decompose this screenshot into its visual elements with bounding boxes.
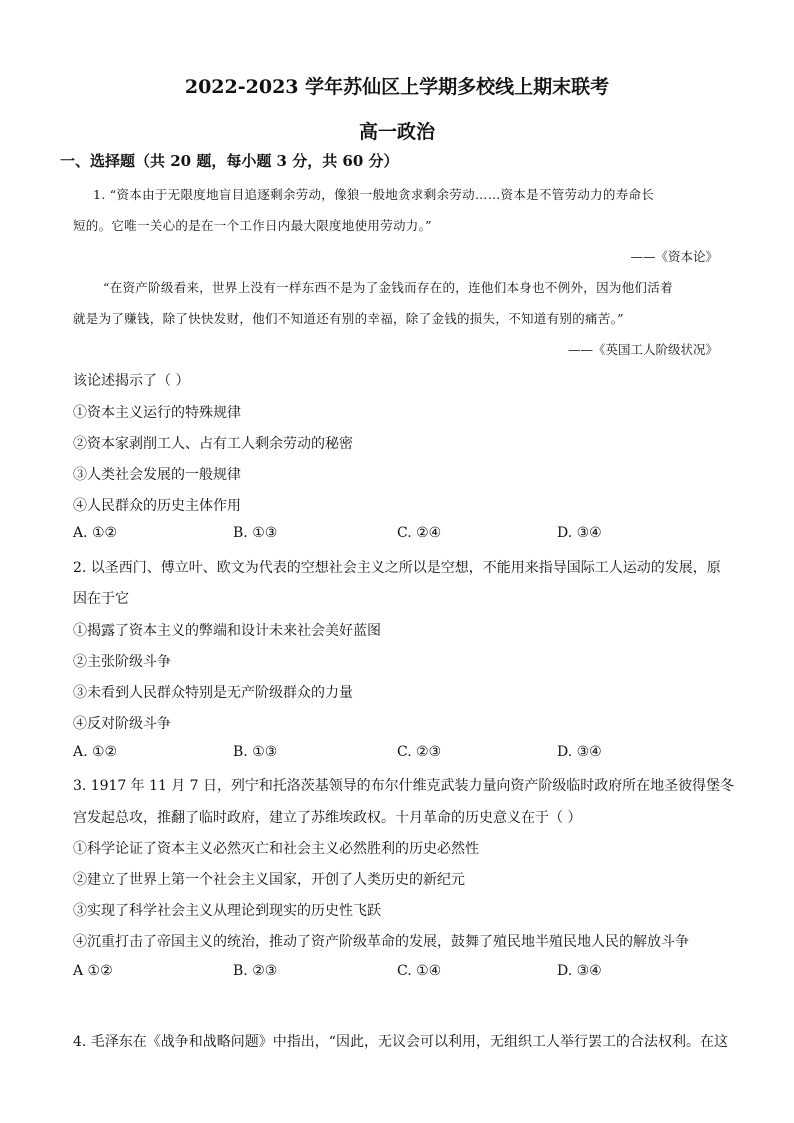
q1-quote2-line1: “在资产阶级看来，世界上没有一样东西不是为了金钱而存在的，连他们本身也不例外，因为他们活着 <box>103 280 673 295</box>
q1-quote2-line2: 就是为了赚钱，除了快快发财，他们不知道还有别的幸福，除了金钱的损失，不知道有别的痛苦。” <box>73 311 624 326</box>
q2-item-2: ②主张阶级斗争 <box>73 654 171 670</box>
q2-option-a[interactable]: A. ①② <box>73 744 118 760</box>
q2-item-4: ④反对阶级斗争 <box>73 716 171 732</box>
q2-item-1: ①揭露了资本主义的弊端和设计未来社会美好蓝图 <box>73 623 381 639</box>
subject-title: 高一政治 <box>358 121 435 143</box>
q1-option-d[interactable]: D. ③④ <box>557 525 602 541</box>
q2-option-b[interactable]: B. ①③ <box>233 744 278 760</box>
exam-title: 2022-2023 学年苏仙区上学期多校线上期末联考 <box>184 76 610 98</box>
q1-source1: ——《资本论》 <box>630 249 718 264</box>
q2-option-d[interactable]: D. ③④ <box>557 744 602 760</box>
q1-item-1: ①资本主义运行的特殊规律 <box>73 405 241 421</box>
q3-stem-line2: 宫发起总攻，推翻了临时政府，建立了苏维埃政权。十月革命的历史意义在于（ ） <box>73 810 582 826</box>
q1-item-4: ④人民群众的历史主体作用 <box>73 498 241 514</box>
q3-option-b[interactable]: B. ②③ <box>233 963 278 979</box>
q2-stem-line2: 因在于它 <box>73 591 129 607</box>
q2-item-3: ③未看到人民群众特别是无产阶级群众的力量 <box>73 685 353 701</box>
q4-stem-line1: 4. 毛泽东在《战争和战略问题》中指出，“因此，无议会可以利用，无组织工人举行罢工的合法权利。在这 <box>73 1034 728 1050</box>
q1-quote1-line2: 短的。它唯一关心的是在一个工作日内最大限度地使用劳动力。” <box>73 218 432 233</box>
section-heading: 一、选择题（共 20 题，每小题 3 分，共 60 分） <box>60 152 399 170</box>
q3-item-2: ②建立了世界上第一个社会主义国家，开创了人类历史的新纪元 <box>73 872 465 888</box>
q3-stem-line1: 3. 1917 年 11 月 7 日，列宁和托洛茨基领导的布尔什维克武装力量向资产阶级临时政府所在地圣彼得堡冬 <box>73 778 734 794</box>
q2-option-c[interactable]: C. ②③ <box>397 744 442 760</box>
q1-item-3: ③人类社会发展的一般规律 <box>73 467 241 483</box>
q1-quote1-line1: 1. “资本由于无限度地盲目追逐剩余劳动，像狼一般地贪求剩余劳动……资本是不管劳动力的寿命长 <box>93 187 655 202</box>
q3-option-c[interactable]: C. ①④ <box>397 963 442 979</box>
q3-option-d[interactable]: D. ③④ <box>557 963 602 979</box>
q1-stem: 该论述揭示了（ ） <box>73 373 190 389</box>
q3-item-4: ④沉重打击了帝国主义的统治，推动了资产阶级革命的发展，鼓舞了殖民地半殖民地人民的解放斗争 <box>73 934 689 950</box>
q3-item-3: ③实现了科学社会主义从理论到现实的历史性飞跃 <box>73 903 381 919</box>
q1-option-a[interactable]: A. ①② <box>73 525 118 541</box>
q1-option-c[interactable]: C. ②④ <box>397 525 442 541</box>
q1-source2: ——《英国工人阶级状况》 <box>567 342 718 357</box>
q3-item-1: ①科学论证了资本主义必然灭亡和社会主义必然胜利的历史必然性 <box>73 841 479 857</box>
q1-item-2: ②资本家剥削工人、占有工人剩余劳动的秘密 <box>73 436 353 452</box>
q3-option-a[interactable]: A ①② <box>73 963 113 979</box>
q2-stem-line1: 2. 以圣西门、傅立叶、欧文为代表的空想社会主义之所以是空想，不能用来指导国际工人运动的发展，原 <box>73 560 721 576</box>
q1-option-b[interactable]: B. ①③ <box>233 525 278 541</box>
